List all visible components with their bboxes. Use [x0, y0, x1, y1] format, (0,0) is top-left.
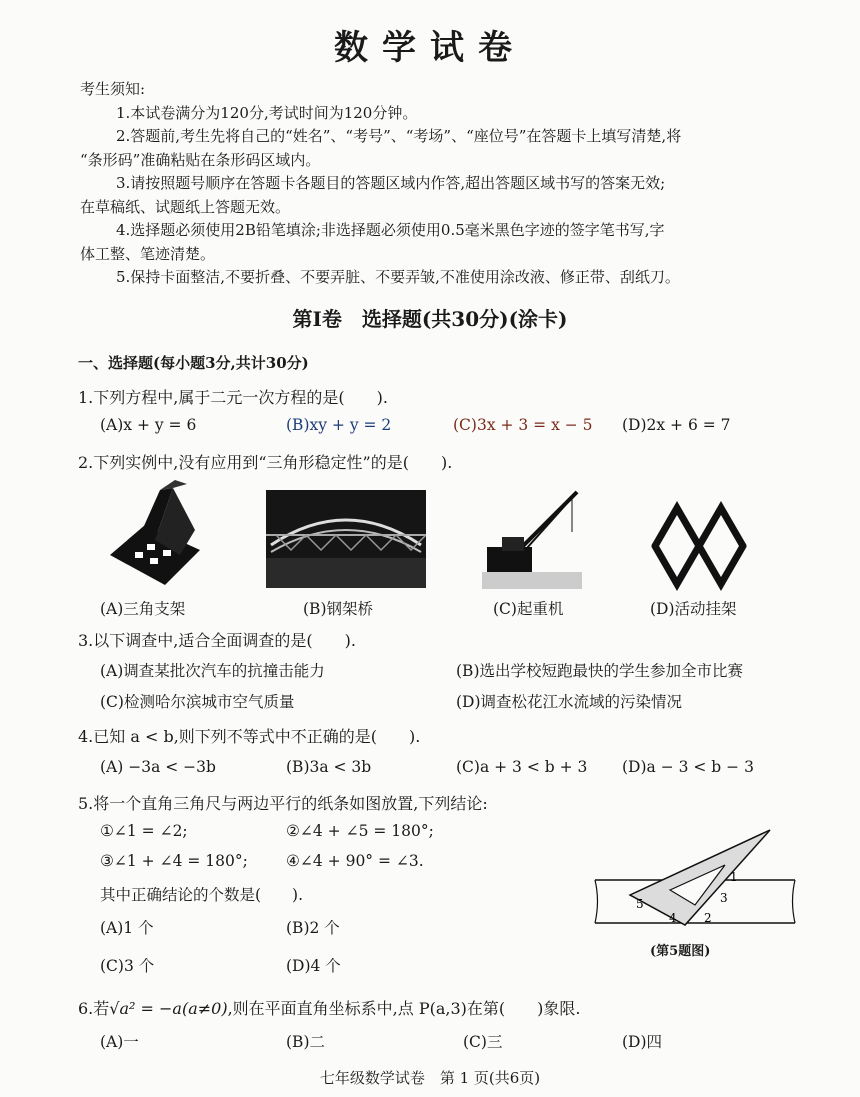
q4-option-c: (C)a + 3 < b + 3	[456, 758, 588, 776]
q3-option-c: (C)检测哈尔滨城市空气质量	[100, 693, 295, 711]
page-title: 数学试卷	[334, 28, 526, 68]
question-3-stem: 3.以下调查中,适合全面调查的是( ).	[78, 631, 356, 650]
q6-option-a: (A)一	[100, 1033, 139, 1051]
q5-option-b: (B)2 个	[286, 919, 340, 937]
q6-option-c: (C)三	[463, 1033, 503, 1051]
q5-statement-4: ④∠4 + 90° = ∠3.	[286, 852, 424, 870]
q1-option-c: (C)3x + 3 = x − 5	[453, 416, 593, 434]
page-footer: 七年级数学试卷 第 1 页(共6页)	[319, 1069, 541, 1087]
notice-item: 4.选择题必须使用2B铅笔填涂;非选择题必须使用0.5毫米黑色字迹的签字笔书写,字	[116, 221, 665, 239]
q6-stem-suffix: ,则在平面直角坐标系中,点 P(a,3)在第( )象限.	[227, 999, 581, 1018]
figure-label-5: 5	[636, 897, 644, 911]
q2-option-d: (D)活动挂架	[650, 600, 737, 618]
q5-option-d: (D)4 个	[286, 957, 341, 975]
q4-option-b: (B)3a < 3b	[286, 758, 372, 776]
q5-statement-1: ①∠1 = ∠2;	[100, 822, 188, 840]
notice-heading: 考生须知:	[80, 80, 146, 98]
q4-option-a: (A) −3a < −3b	[100, 758, 216, 776]
q1-option-a: (A)x + y = 6	[100, 416, 197, 434]
q3-option-a: (A)调查某批次汽车的抗撞击能力	[100, 662, 325, 680]
q1-option-b: (B)xy + y = 2	[286, 416, 392, 434]
part-title: 一、选择题(每小题3分,共计30分)	[78, 354, 309, 372]
q2-option-a: (A)三角支架	[100, 600, 186, 618]
figure-label-1: 1	[730, 870, 738, 884]
q1-option-d: (D)2x + 6 = 7	[622, 416, 731, 434]
q3-option-d: (D)调查松花江水流域的污染情况	[456, 693, 683, 711]
q6-radical-expression: √a² = −a(a≠0)	[109, 999, 228, 1018]
question-6-stem	[78, 996, 580, 1019]
notice-item: 1.本试卷满分为120分,考试时间为120分钟。	[116, 103, 418, 122]
figure-label-4: 4	[669, 911, 677, 925]
question-1-stem: 1.下列方程中,属于二元一次方程的是( ).	[78, 388, 388, 407]
q5-figure-caption: (第5题图)	[650, 944, 711, 959]
q6-option-b: (B)二	[286, 1033, 325, 1051]
section-title: 第Ⅰ卷 选择题(共30分)(涂卡)	[292, 307, 568, 331]
q5-sub-question: 其中正确结论的个数是( ).	[100, 886, 304, 904]
q5-statement-3: ③∠1 + ∠4 = 180°;	[100, 852, 248, 870]
q6-option-d: (D)四	[622, 1033, 663, 1051]
question-5-stem: 5.将一个直角三角尺与两边平行的纸条如图放置,下列结论:	[78, 794, 488, 813]
q5-figure	[590, 825, 800, 935]
steel-bridge-image	[266, 490, 426, 588]
figure-label-2: 2	[704, 911, 712, 925]
notice-item: 5.保持卡面整洁,不要折叠、不要弄脏、不要弄皱,不准使用涂改液、修正带、刮纸刀。	[116, 268, 680, 286]
triangle-stand-image	[105, 480, 205, 585]
crane-image	[482, 487, 582, 589]
q5-statement-2: ②∠4 + ∠5 = 180°;	[286, 822, 434, 840]
notice-item: 体工整、笔迹清楚。	[80, 244, 216, 263]
question-2-stem: 2.下列实例中,没有应用到“三角形稳定性”的是( ).	[78, 453, 453, 472]
q3-option-b: (B)选出学校短跑最快的学生参加全市比赛	[456, 662, 743, 680]
q2-option-b: (B)钢架桥	[303, 600, 373, 618]
q5-option-c: (C)3 个	[100, 957, 155, 975]
figure-label-3: 3	[720, 891, 728, 905]
q4-option-d: (D)a − 3 < b − 3	[622, 758, 754, 776]
question-4-stem: 4.已知 a < b,则下列不等式中不正确的是( ).	[78, 727, 421, 746]
notice-item: 在草稿纸、试题纸上答题无效。	[80, 197, 291, 216]
exam-notice	[80, 78, 810, 290]
folding-rack-image	[650, 500, 748, 592]
q5-option-a: (A)1 个	[100, 919, 154, 937]
q2-option-c: (C)起重机	[493, 600, 564, 618]
notice-item: 2.答题前,考生先将自己的“姓名”、“考号”、“考场”、“座位号”在答题卡上填写清楚,将	[116, 127, 682, 145]
q6-stem-prefix: 6.若	[78, 999, 110, 1018]
notice-item: 3.请按照题号顺序在答题卡各题目的答题区域内作答,超出答题区域书写的答案无效;	[116, 174, 666, 192]
notice-item: “条形码”准确粘贴在条形码区域内。	[80, 150, 321, 169]
